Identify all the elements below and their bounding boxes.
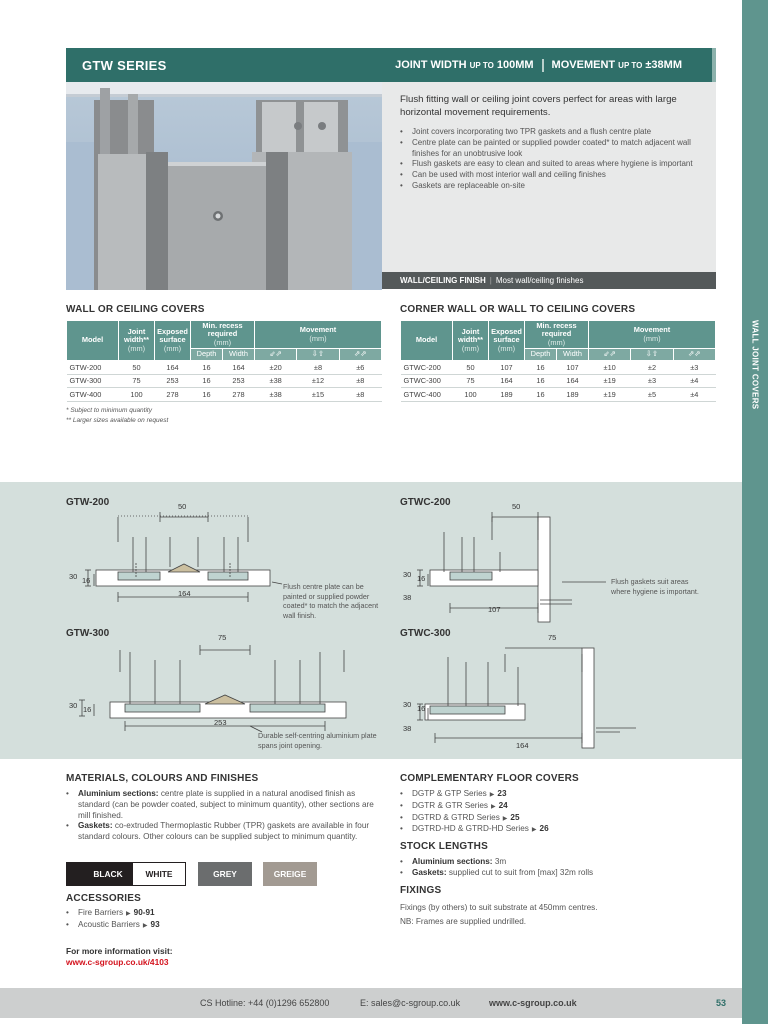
product-photo: [66, 82, 382, 290]
list-item: • Fire Barriers ▶ 90-91: [66, 908, 266, 920]
footnote-min-quantity: * Subject to minimum quantity: [66, 407, 152, 414]
corner-table: [400, 320, 716, 402]
drawing-label-gtw200: GTW-200: [66, 497, 110, 508]
accessories-list: [66, 908, 266, 932]
wall-table-title: WALL OR CEILING COVERS: [66, 304, 205, 315]
page-arrow-icon: ▶: [502, 815, 508, 822]
materials-list: [66, 789, 382, 843]
footer-email[interactable]: E: sales@c-sgroup.co.uk: [360, 998, 461, 1008]
finish-value: Most wall/ceiling finishes: [495, 276, 584, 285]
dim-width: 50: [512, 502, 521, 511]
complementary-list: [400, 789, 700, 836]
page-arrow-icon: ▶: [142, 922, 148, 929]
lateral-movement-icon: ⇙⇗: [255, 349, 297, 361]
more-info-label: For more information visit:: [66, 946, 173, 956]
col-movement: Movement (mm): [255, 321, 382, 349]
table-row: GTW-300 75 253 16 253 ±38 ±12 ±8: [67, 374, 382, 388]
header-specs: [395, 59, 716, 72]
list-item: • Aluminium sections: centre plate is supplied in a natural anodised finish as standard (can be powder coated, subject to minimum quantity), other sections are mill finished.: [66, 789, 382, 821]
finish-bar: [382, 272, 716, 289]
header-end-strip: [712, 48, 716, 82]
feature-item: • Flush gaskets are easy to clean and suited to areas where hygiene is important: [400, 159, 700, 170]
footer-website[interactable]: www.c-sgroup.co.uk: [489, 998, 577, 1008]
side-tab-label: WALL JOINT COVERS: [750, 320, 760, 410]
dim-height: 30: [403, 700, 412, 709]
fixings-title: FIXINGS: [400, 885, 442, 896]
materials-title: MATERIALS, COLOURS AND FINISHES: [66, 773, 259, 784]
header-divider: [542, 59, 544, 72]
page-arrow-icon: ▶: [490, 803, 496, 810]
colour-swatch-white: WHITE: [132, 862, 186, 886]
intro-panel: [382, 82, 716, 272]
col-depth: Depth: [191, 349, 223, 361]
drawing-note: Flush centre plate can be painted or supplied powder coated* to match the adjacent wall finish.: [283, 582, 379, 620]
dim-corner: 38: [403, 724, 412, 733]
series-title: GTW SERIES: [82, 57, 167, 73]
section-drawings: [0, 482, 742, 759]
stock-title: STOCK LENGTHS: [400, 841, 488, 852]
table-row: GTWC-300 75 164 16 164 ±19 ±3 ±4: [401, 374, 716, 388]
drawing-label-gtw300: GTW-300: [66, 628, 110, 639]
drawing-label-gtwc200: GTWC-200: [400, 497, 451, 508]
page-arrow-icon: ▶: [126, 911, 131, 917]
joint-width-upto: UP TO: [469, 60, 494, 70]
accessories-title: ACCESSORIES: [66, 893, 141, 904]
col-movement: Movement (mm): [589, 321, 716, 349]
stock-list: [400, 857, 700, 879]
feature-item: • Can be used with most interior wall and ceiling finishes: [400, 170, 700, 181]
wall-table: [66, 320, 382, 402]
finish-label: WALL/CEILING FINISH: [400, 276, 486, 285]
drawing-note: Durable self-centring aluminium plate spans joint opening.: [258, 731, 377, 750]
lateral-movement-icon: ⇙⇗: [589, 349, 631, 361]
intro-lead: Flush fitting wall or ceiling joint covers perfect for areas with large horizontal movement requirements.: [400, 94, 677, 118]
shear-movement-icon: ⇗⇗: [673, 349, 715, 361]
list-item: • Gaskets: supplied cut to suit from [max] 32m rolls: [400, 868, 700, 879]
feature-item: • Centre plate can be painted or supplied powder coated* to match adjacent wall finishes for an unobtrusive look: [400, 138, 700, 160]
colour-swatch-grey: GREY: [198, 862, 252, 886]
dim-width: 75: [548, 633, 557, 642]
drawing-label-gtwc300: GTWC-300: [400, 628, 451, 639]
col-model: Model: [401, 321, 453, 361]
movement-upto: UP TO: [618, 60, 643, 70]
movement-label: MOVEMENT: [551, 59, 616, 71]
page-number: 53: [716, 998, 727, 1008]
colour-swatch-black: BLACK: [66, 862, 150, 886]
table-row: GTWC-200 50 107 16 107 ±10 ±2 ±3: [401, 361, 716, 375]
col-width: Width: [223, 349, 255, 361]
table-row: GTW-400 100 278 16 278 ±38 ±15 ±8: [67, 388, 382, 402]
more-info-link[interactable]: www.c-sgroup.co.uk/4103: [66, 957, 169, 967]
footer-hotline: CS Hotline: +44 (0)1296 652800: [200, 998, 330, 1008]
list-item: • DGTR & GTR Series ▶ 24: [400, 801, 700, 813]
dim-corner: 38: [403, 593, 412, 602]
page-arrow-icon: ▶: [489, 792, 495, 798]
dim-depth: 16: [82, 576, 91, 585]
list-item: • DGTP & GTP Series ▶ 23: [400, 789, 700, 801]
table-row: GTW-200 50 164 16 164 ±20 ±8 ±6: [67, 361, 382, 375]
col-exposed-surface: Exposed surface (mm): [489, 321, 525, 361]
col-joint-width: Joint width** (mm): [119, 321, 155, 361]
finish-separator: |: [489, 276, 492, 285]
side-tab: [742, 0, 768, 1024]
movement-value: ±38MM: [645, 59, 682, 71]
complementary-title: COMPLEMENTARY FLOOR COVERS: [400, 773, 579, 784]
footer: [0, 988, 742, 1018]
list-item: • Gaskets: co-extruded Thermoplastic Rubber (TPR) gaskets are available in four standard colours. Other colours can be supplied subject to minimum quantity.: [66, 821, 382, 843]
list-item: • Acoustic Barriers ▶ 93: [66, 920, 266, 932]
col-model: Model: [67, 321, 119, 361]
fixings-line: NB: Frames are supplied undrilled.: [400, 917, 527, 926]
list-item: • Aluminium sections: 3m: [400, 857, 700, 868]
list-item: • DGTRD-HD & GTRD-HD Series ▶ 26: [400, 824, 700, 836]
corner-table-title: CORNER WALL OR WALL TO CEILING COVERS: [400, 304, 636, 315]
colour-swatch-greige: GREIGE: [263, 862, 317, 886]
dim-height: 30: [69, 701, 78, 710]
fixings-line: Fixings (by others) to suit substrate at 450mm centres.: [400, 903, 598, 912]
dim-overall: 107: [488, 605, 501, 614]
page-arrow-icon: ▶: [531, 827, 537, 834]
dim-width: 75: [218, 633, 227, 642]
joint-width-value: 100MM: [496, 59, 534, 71]
col-width: Width: [557, 349, 589, 361]
feature-item: • Joint covers incorporating two TPR gaskets and a flush centre plate: [400, 127, 700, 138]
series-header: [66, 48, 716, 82]
col-min-recess: Min. recess required (mm): [525, 321, 589, 349]
fixings-text: [400, 901, 720, 929]
shear-movement-icon: ⇗⇗: [339, 349, 381, 361]
dim-overall: 164: [516, 741, 529, 750]
dim-overall: 164: [178, 589, 191, 598]
col-depth: Depth: [525, 349, 557, 361]
feature-item: • Gaskets are replaceable on-site: [400, 181, 700, 192]
dim-height: 30: [69, 572, 78, 581]
feature-list: [400, 127, 700, 192]
dim-depth: 16: [417, 574, 426, 583]
col-exposed-surface: Exposed surface (mm): [155, 321, 191, 361]
more-info: [66, 946, 173, 968]
col-min-recess: Min. recess required (mm): [191, 321, 255, 349]
dim-depth: 16: [417, 704, 426, 713]
drawing-note: Flush gaskets suit areas where hygiene is important.: [611, 577, 699, 596]
dim-depth: 16: [83, 705, 92, 714]
dim-height: 30: [403, 570, 412, 579]
dim-width: 50: [178, 502, 187, 511]
footnote-larger-sizes: ** Larger sizes available on request: [66, 417, 169, 424]
col-joint-width: Joint width** (mm): [453, 321, 489, 361]
joint-width-label: JOINT WIDTH: [395, 59, 467, 71]
table-row: GTWC-400 100 189 16 189 ±19 ±5 ±4: [401, 388, 716, 402]
vertical-movement-icon: ⇩⇧: [631, 349, 673, 361]
dim-overall: 253: [214, 718, 227, 727]
list-item: • DGTRD & GTRD Series ▶ 25: [400, 813, 700, 825]
vertical-movement-icon: ⇩⇧: [297, 349, 339, 361]
